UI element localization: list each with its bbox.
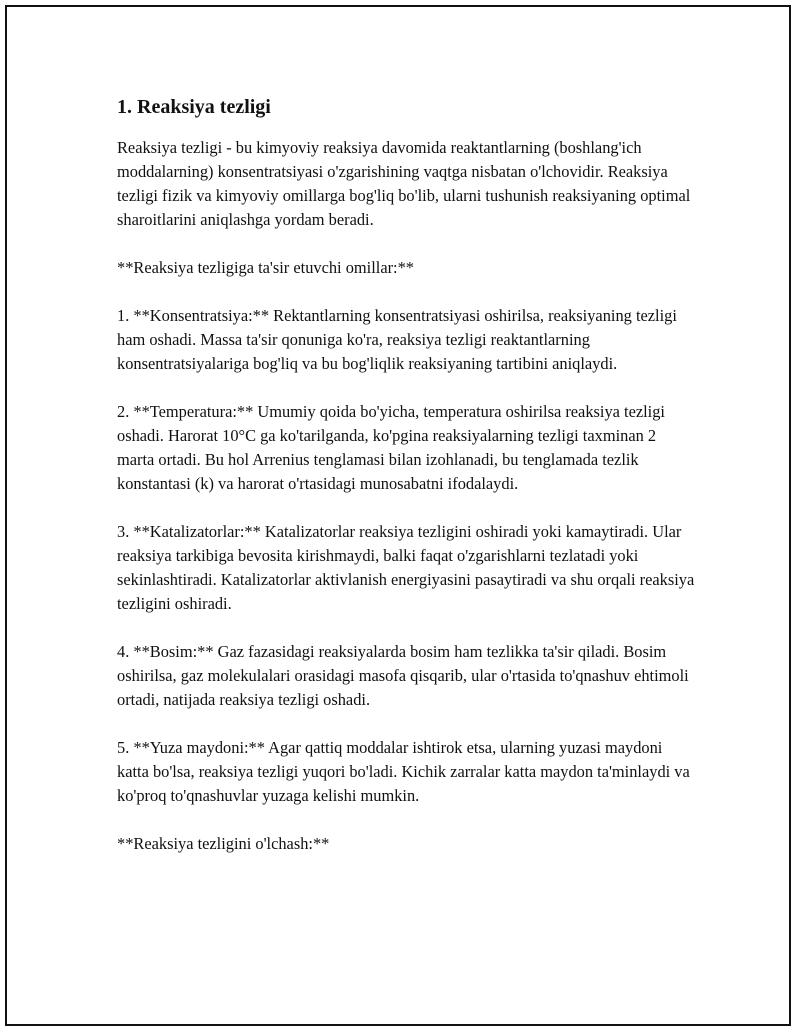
factor-concentration-paragraph: 1. **Konsentratsiya:** Rektantlarning konsentratsiyasi oshirilsa, reaksiyaning tezligi ham oshadi. Massa ta'sir qonuniga ko'ra, reaksiya tezligi reaktantlarning konsentratsiyalariga bog'liq va bu bog'liqlik reaksiyaning tartibini aniqlaydi. (117, 306, 677, 373)
factor-surface-area-paragraph: 5. **Yuza maydoni:** Agar qattiq moddalar ishtirok etsa, ularning yuzasi maydoni katta bo'lsa, reaksiya tezligi yuqori bo'ladi. Kichik zarralar katta maydon ta'minlaydi va ko'proq to'qnashuvlar yuzaga kelishi mumkin. (117, 738, 690, 805)
factors-heading-paragraph: **Reaksiya tezligiga ta'sir etuvchi omillar:** (117, 258, 414, 277)
section-heading: 1. Reaksiya tezligi (117, 96, 271, 118)
factor-pressure-paragraph: 4. **Bosim:** Gaz fazasidagi reaksiyalarda bosim ham tezlikka ta'sir qiladi. Bosim oshirilsa, gaz molekulalari orasidagi masofa qisqarib, ular o'rtasida to'qnashuv ehtimoli ortadi, natijada reaksiya tezligi oshadi. (117, 642, 689, 709)
measurement-heading-paragraph: **Reaksiya tezligini o'lchash:** (117, 834, 330, 853)
document-body (117, 94, 697, 880)
factor-temperature-paragraph: 2. **Temperatura:** Umumiy qoida bo'yicha, temperatura oshirilsa reaksiya tezligi oshadi. Harorat 10°C ga ko'tarilganda, ko'pgina reaksiyalarning tezligi taxminan 2 marta ortadi. Bu hol Arrenius tenglamasi bilan izohlanadi, bu tenglamada tezlik konstantasi (k) va harorat o'rtasidagi munosabatni ifodalaydi. (117, 402, 665, 493)
factor-catalysts-paragraph: 3. **Katalizatorlar:** Katalizatorlar reaksiya tezligini oshiradi yoki kamaytiradi. Ular reaksiya tarkibiga bevosita kirishmaydi, balki faqat o'zgarishlarni tezlatadi yoki sekinlashtiradi. Katalizatorlar aktivlanish energiyasini pasaytiradi va shu orqali reaksiya tezligini oshiradi. (117, 522, 695, 613)
intro-paragraph: Reaksiya tezligi - bu kimyoviy reaksiya davomida reaktantlarning (boshlang'ich moddalarning) konsentratsiyasi o'zgarishining vaqtga nisbatan o'lchovidir. Reaksiya tezligi fizik va kimyoviy omillarga bog'liq bo'lib, ularni tushunish reaksiyaning optimal sharoitlarini aniqlashga yordam beradi. (117, 138, 691, 229)
